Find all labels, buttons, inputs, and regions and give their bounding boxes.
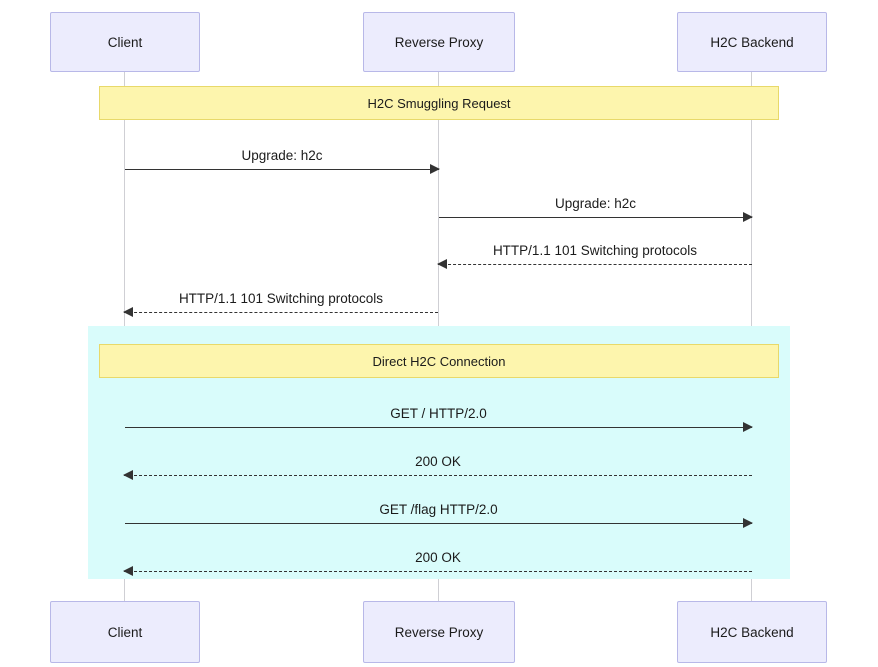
arrow-head-left-icon: [123, 470, 133, 480]
note-label: H2C Smuggling Request: [367, 95, 511, 111]
message-line: [125, 169, 439, 170]
message-label: Upgrade: h2c: [554, 196, 637, 211]
actor-h2c-backend-top[interactable]: [677, 12, 827, 72]
actor-label: H2C Backend: [710, 624, 794, 640]
message-line: [438, 264, 752, 265]
message-label: HTTP/1.1 101 Switching protocols: [178, 291, 384, 306]
message-line: [124, 475, 752, 476]
arrow-head-right-icon: [743, 422, 753, 432]
message-label: 200 OK: [415, 454, 461, 469]
arrow-head-left-icon: [123, 307, 133, 317]
actor-label: Reverse Proxy: [394, 624, 484, 640]
actor-label: Client: [107, 34, 143, 50]
note-direct-h2c-connection: [99, 344, 779, 378]
message-line: [124, 312, 438, 313]
note-label: Direct H2C Connection: [372, 353, 506, 369]
actor-label: H2C Backend: [710, 34, 794, 50]
message-label: GET / HTTP/2.0: [390, 406, 487, 421]
message-label: 200 OK: [415, 550, 461, 565]
message-line: [125, 523, 752, 524]
actor-h2c-backend-bottom[interactable]: [677, 601, 827, 663]
note-h2c-smuggling-request: [99, 86, 779, 120]
actor-label: Client: [107, 624, 143, 640]
actor-client-top[interactable]: [50, 12, 200, 72]
actor-reverse-proxy-top[interactable]: [363, 12, 515, 72]
message-label: GET /flag HTTP/2.0: [379, 502, 498, 517]
arrow-head-left-icon: [123, 566, 133, 576]
message-line: [125, 427, 752, 428]
message-line: [439, 217, 752, 218]
actor-client-bottom[interactable]: [50, 601, 200, 663]
arrow-head-right-icon: [430, 164, 440, 174]
message-label: Upgrade: h2c: [241, 148, 323, 163]
message-line: [124, 571, 752, 572]
actor-reverse-proxy-bottom[interactable]: [363, 601, 515, 663]
arrow-head-left-icon: [437, 259, 447, 269]
arrow-head-right-icon: [743, 518, 753, 528]
actor-label: Reverse Proxy: [394, 34, 484, 50]
message-label: HTTP/1.1 101 Switching protocols: [492, 243, 698, 258]
arrow-head-right-icon: [743, 212, 753, 222]
